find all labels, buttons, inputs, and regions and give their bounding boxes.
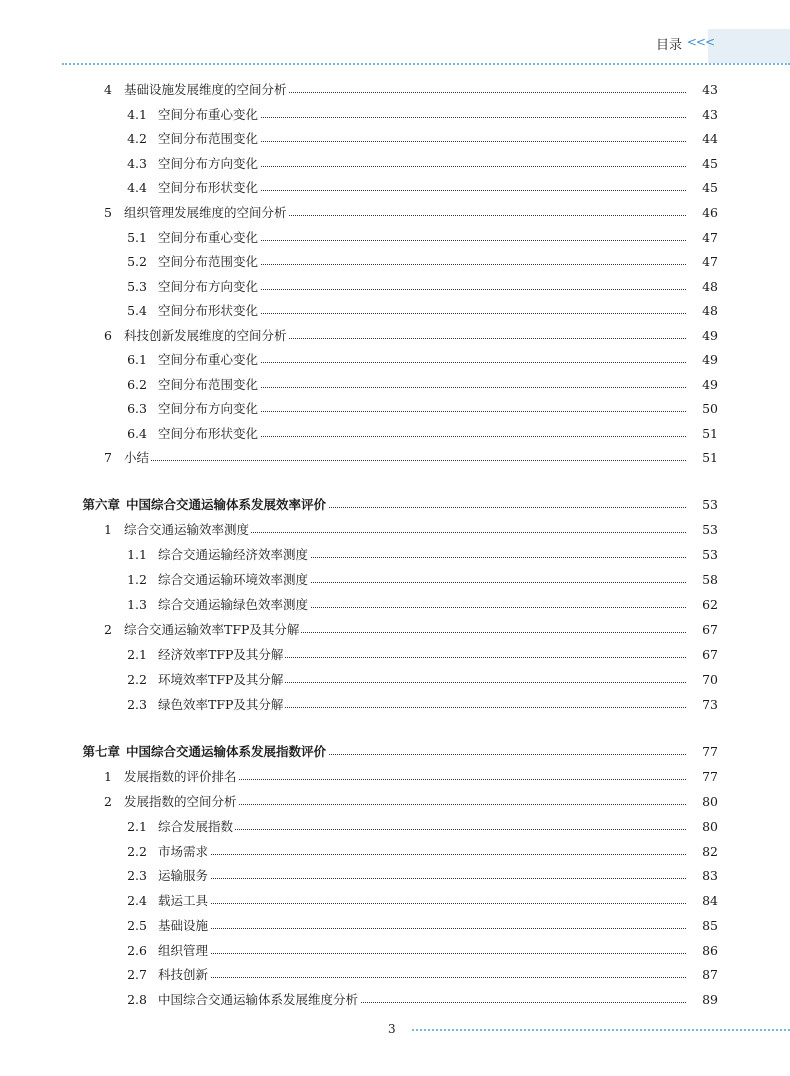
toc-title: 科技创新发展维度的空间分析: [124, 328, 287, 343]
toc-section[interactable]: [0, 518, 790, 538]
toc-page-number: 51: [686, 426, 718, 442]
toc-number: 4.2: [127, 131, 147, 146]
toc-subsection[interactable]: [0, 939, 790, 959]
toc-title: 综合发展指数: [158, 819, 234, 834]
toc-subsection[interactable]: [0, 176, 790, 196]
toc-subsection[interactable]: [0, 914, 790, 934]
toc-number: 4.3: [127, 156, 147, 171]
toc-number: 6.2: [127, 377, 147, 392]
toc-title: 科技创新: [158, 967, 209, 982]
toc-number: 5.4: [127, 303, 147, 318]
toc-page-number: 77: [686, 769, 718, 785]
toc-number: 2.4: [127, 893, 147, 908]
toc-title: 综合交通运输经济效率测度: [158, 547, 309, 562]
toc-title: 空间分布范围变化: [158, 377, 259, 392]
toc-title: 载运工具: [158, 893, 209, 908]
toc-number: 2.7: [127, 967, 147, 982]
toc-page-number: 85: [686, 918, 718, 934]
toc-page-number: 67: [686, 622, 718, 638]
toc-title: 中国综合交通运输体系发展维度分析: [158, 992, 359, 1007]
toc-subsection[interactable]: [0, 963, 790, 983]
toc-page-number: 67: [686, 647, 718, 663]
toc-title: 组织管理发展维度的空间分析: [124, 205, 287, 220]
toc-title: 组织管理: [158, 943, 209, 958]
toc-title: 综合交通运输绿色效率测度: [158, 597, 309, 612]
toc-title: 运输服务: [158, 868, 209, 883]
toc-title: 综合交通运输环境效率测度: [158, 572, 309, 587]
toc-title: 空间分布范围变化: [158, 254, 259, 269]
toc-number: 1.1: [127, 547, 147, 562]
toc-page-number: 62: [686, 597, 718, 613]
toc-page-number: 89: [686, 992, 718, 1008]
toc-number: 1: [104, 522, 112, 537]
toc-section[interactable]: [0, 78, 790, 98]
toc-subsection[interactable]: [0, 127, 790, 147]
toc-subsection[interactable]: [0, 373, 790, 393]
toc-number: 2: [104, 794, 112, 809]
toc-leader-dots: [158, 878, 714, 879]
toc-title: 基础设施: [158, 918, 209, 933]
toc-subsection[interactable]: [0, 348, 790, 368]
toc-page-number: 87: [686, 967, 718, 983]
toc-number: 2.3: [127, 868, 147, 883]
toc-number: 1.3: [127, 597, 147, 612]
toc-number: 7: [104, 450, 112, 465]
header-arrows-icon: <<<: [686, 35, 714, 49]
toc-title: 空间分布重心变化: [158, 230, 259, 245]
toc-number: 2.8: [127, 992, 147, 1007]
toc-number: 2.1: [127, 819, 147, 834]
toc-title: 空间分布形状变化: [158, 426, 259, 441]
toc-page-number: 70: [686, 672, 718, 688]
toc-number: 6.4: [127, 426, 147, 441]
toc-page-number: 50: [686, 401, 718, 417]
toc-title: 经济效率TFP及其分解: [158, 647, 284, 662]
toc-number: 2.1: [127, 647, 147, 662]
toc-number: 5.2: [127, 254, 147, 269]
toc-leader-dots: [158, 829, 714, 830]
toc-number: 2.6: [127, 943, 147, 958]
toc-subsection[interactable]: [0, 275, 790, 295]
toc-title: 环境效率TFP及其分解: [158, 672, 284, 687]
toc-title: 空间分布方向变化: [158, 401, 259, 416]
toc-number: 2: [104, 622, 112, 637]
toc-subsection[interactable]: [0, 864, 790, 884]
toc-leader-dots: [158, 854, 714, 855]
toc-chapter[interactable]: [0, 493, 790, 513]
toc-page-number: 53: [686, 547, 718, 563]
toc-title: 中国综合交通运输体系发展指数评价: [126, 744, 327, 759]
toc-title: 空间分布形状变化: [158, 180, 259, 195]
toc-page-number: 84: [686, 893, 718, 909]
toc-number: 5: [104, 205, 112, 220]
toc-subsection[interactable]: [0, 568, 790, 588]
toc-number: 第七章: [82, 744, 120, 759]
toc-subsection[interactable]: [0, 250, 790, 270]
toc-title: 空间分布方向变化: [158, 156, 259, 171]
toc-section[interactable]: [0, 446, 790, 466]
toc-section[interactable]: [0, 765, 790, 785]
toc-page-number: 53: [686, 497, 718, 513]
toc-number: 6.1: [127, 352, 147, 367]
toc-subsection[interactable]: [0, 643, 790, 663]
toc-subsection[interactable]: [0, 543, 790, 563]
toc-page-number: 53: [686, 522, 718, 538]
toc-subsection[interactable]: [0, 593, 790, 613]
toc-subsection[interactable]: [0, 103, 790, 123]
toc-section[interactable]: [0, 324, 790, 344]
header-title: 目录: [655, 38, 682, 53]
toc-page-number: 43: [686, 107, 718, 123]
toc-leader-dots: [158, 903, 714, 904]
toc-page-number: 58: [686, 572, 718, 588]
toc-number: 2.3: [127, 697, 147, 712]
toc-title: 绿色效率TFP及其分解: [158, 697, 284, 712]
toc-subsection[interactable]: [0, 988, 790, 1008]
toc-page-number: 45: [686, 156, 718, 172]
toc-subsection[interactable]: [0, 693, 790, 713]
toc-number: 1: [104, 769, 112, 784]
toc-section[interactable]: [0, 790, 790, 810]
toc-title: 空间分布范围变化: [158, 131, 259, 146]
toc-title: 市场需求: [158, 844, 209, 859]
toc-number: 6: [104, 328, 112, 343]
toc-title: 中国综合交通运输体系发展效率评价: [126, 497, 327, 512]
toc-page-number: 45: [686, 180, 718, 196]
toc-number: 1.2: [127, 572, 147, 587]
toc-subsection[interactable]: [0, 422, 790, 442]
page-number: 3: [388, 1022, 396, 1036]
toc-subsection[interactable]: [0, 152, 790, 172]
toc-page-number: 49: [686, 328, 718, 344]
toc-page-number: 82: [686, 844, 718, 860]
toc-number: 2.2: [127, 844, 147, 859]
toc-title: 综合交通运输效率TFP及其分解: [124, 622, 300, 637]
toc-page-number: 80: [686, 819, 718, 835]
toc-page-number: 73: [686, 697, 718, 713]
toc-page-number: 46: [686, 205, 718, 221]
toc-number: 4: [104, 82, 112, 97]
toc-page-number: 80: [686, 794, 718, 810]
toc-title: 空间分布重心变化: [158, 107, 259, 122]
toc-leader-dots: [158, 977, 714, 978]
toc-subsection[interactable]: [0, 668, 790, 688]
toc-number: 2.2: [127, 672, 147, 687]
toc-leader-dots: [158, 928, 714, 929]
toc-page-number: 77: [686, 744, 718, 760]
toc-page-number: 83: [686, 868, 718, 884]
toc-section[interactable]: [0, 201, 790, 221]
toc-number: 4.1: [127, 107, 147, 122]
toc-page-number: 47: [686, 230, 718, 246]
toc-subsection[interactable]: [0, 815, 790, 835]
toc-page-number: 49: [686, 377, 718, 393]
toc-title: 综合交通运输效率测度: [124, 522, 250, 537]
toc-subsection[interactable]: [0, 889, 790, 909]
toc-section[interactable]: [0, 618, 790, 638]
toc-subsection[interactable]: [0, 226, 790, 246]
toc-leader-dots: [124, 460, 714, 461]
toc-page-number: 86: [686, 943, 718, 959]
toc-subsection[interactable]: [0, 397, 790, 417]
toc-subsection[interactable]: [0, 840, 790, 860]
toc-page-number: 47: [686, 254, 718, 270]
toc-number: 4.4: [127, 180, 147, 195]
toc-title: 空间分布重心变化: [158, 352, 259, 367]
toc-page-number: 43: [686, 82, 718, 98]
toc-title: 小结: [124, 450, 150, 465]
toc-page-number: 44: [686, 131, 718, 147]
toc-title: 基础设施发展维度的空间分析: [124, 82, 287, 97]
toc-number: 5.1: [127, 230, 147, 245]
toc-number: 第六章: [82, 497, 120, 512]
toc-number: 6.3: [127, 401, 147, 416]
toc-number: 5.3: [127, 279, 147, 294]
toc-title: 空间分布方向变化: [158, 279, 259, 294]
toc-subsection[interactable]: [0, 299, 790, 319]
toc-leader-dots: [158, 953, 714, 954]
toc-number: 2.5: [127, 918, 147, 933]
toc-page-number: 48: [686, 303, 718, 319]
toc-title: 空间分布形状变化: [158, 303, 259, 318]
toc-page-number: 49: [686, 352, 718, 368]
toc-page-number: 51: [686, 450, 718, 466]
toc-title: 发展指数的评价排名: [124, 769, 237, 784]
toc-title: 发展指数的空间分析: [124, 794, 237, 809]
toc-chapter[interactable]: [0, 740, 790, 760]
toc-page-number: 48: [686, 279, 718, 295]
footer-divider: [412, 1029, 790, 1031]
